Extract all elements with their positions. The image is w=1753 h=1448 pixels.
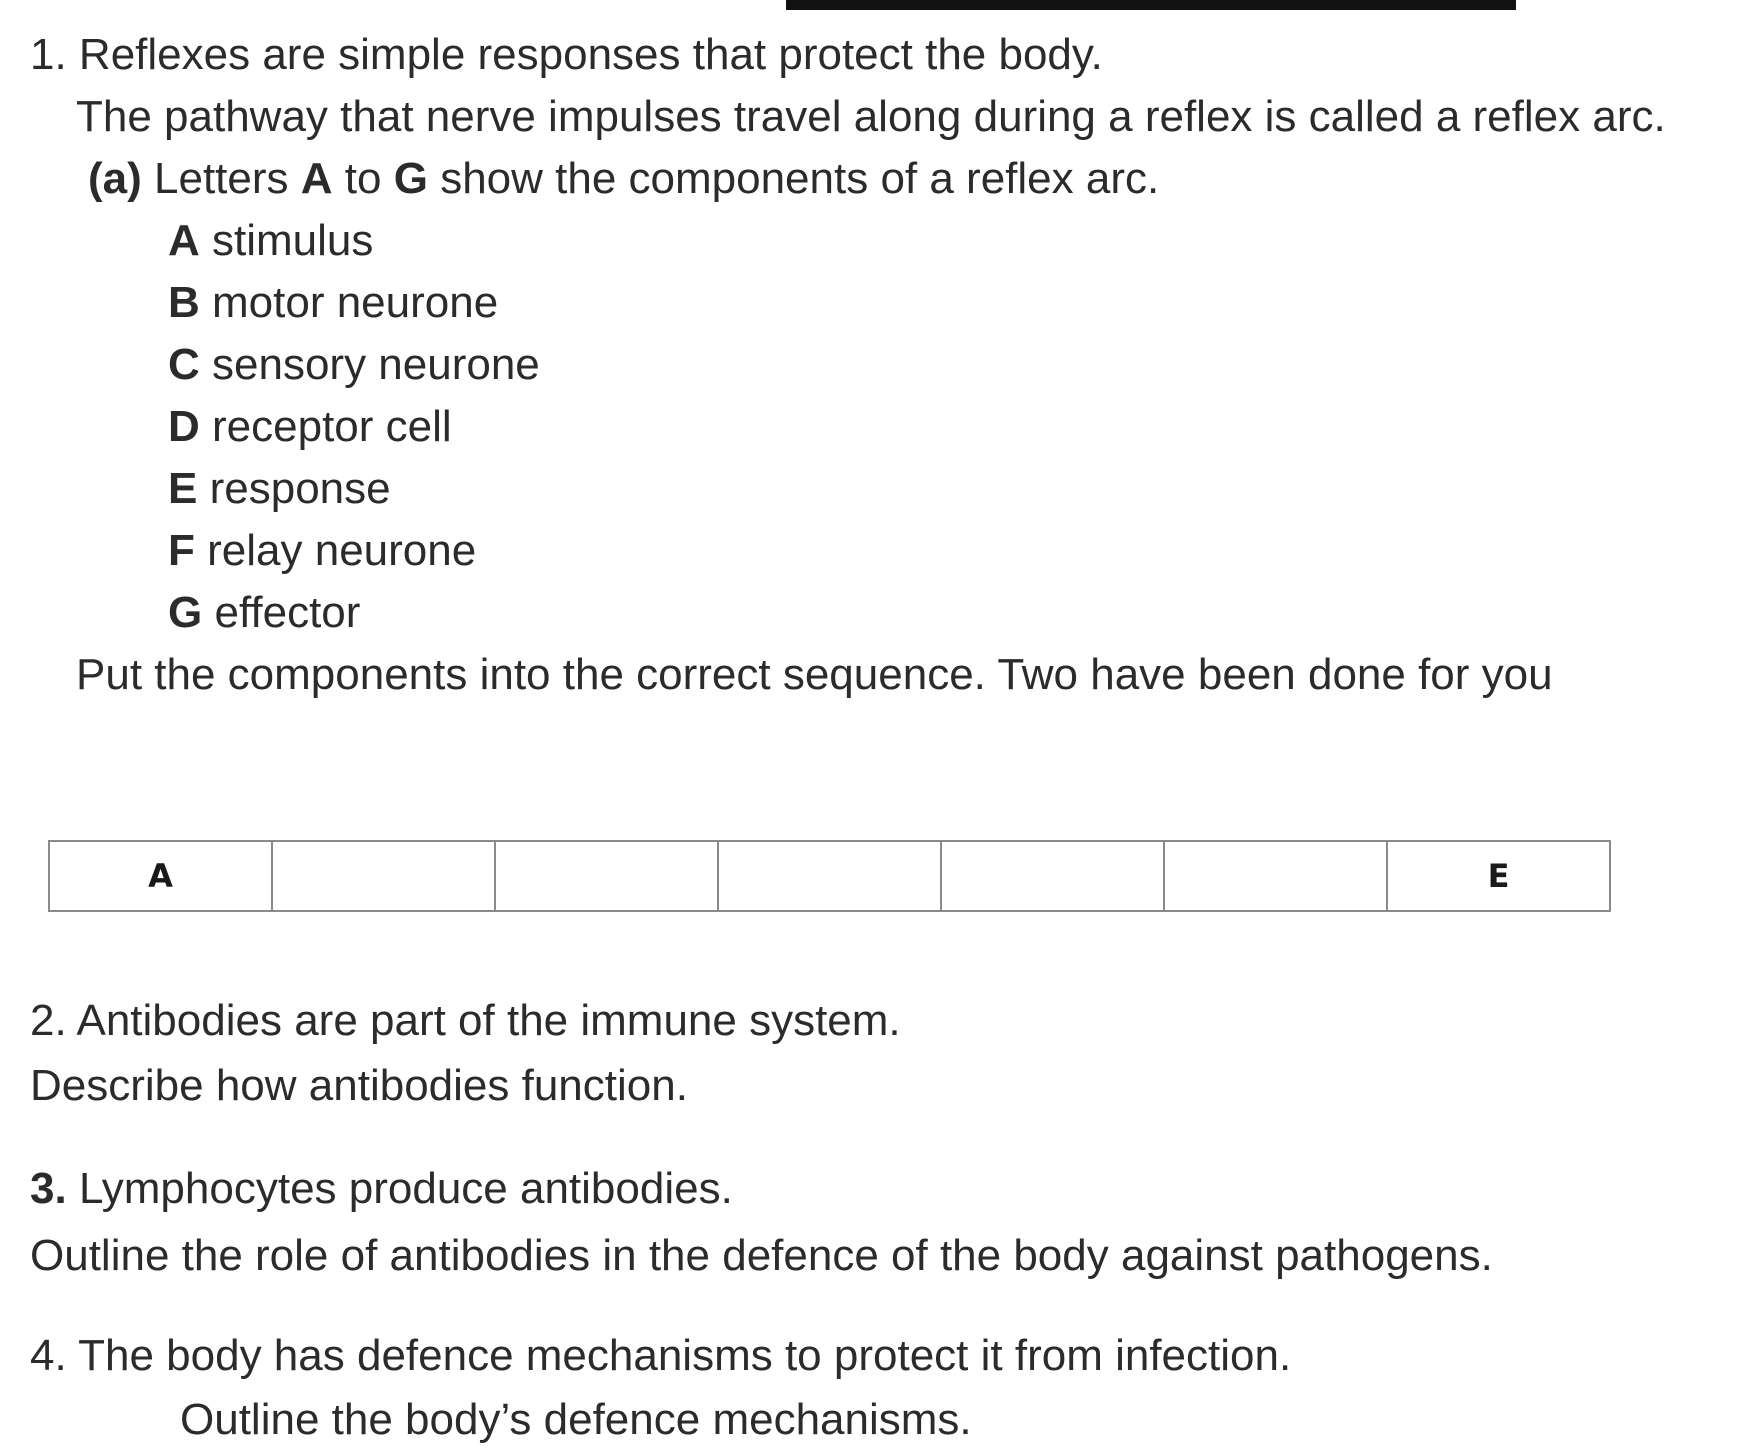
- component-name: motor neurone: [212, 278, 499, 327]
- component-d: [168, 399, 452, 455]
- component-name: sensory neurone: [212, 340, 540, 389]
- q1-pathway-text: The pathway that nerve impulses travel along during a reflex is called a reflex arc.: [76, 92, 1666, 141]
- sequence-cell-4[interactable]: [718, 841, 941, 911]
- component-c: [168, 337, 540, 393]
- component-letter: E: [168, 464, 198, 513]
- component-name: receptor cell: [212, 402, 452, 451]
- part-a-text-1: Letters: [154, 154, 289, 203]
- component-name: response: [209, 464, 391, 513]
- q3-number: 3.: [30, 1164, 67, 1213]
- q4-prompt: Outline the body’s defence mechanisms.: [180, 1395, 972, 1444]
- part-a-label: (a): [88, 154, 142, 203]
- component-e: [168, 461, 391, 517]
- part-a-text-2: to: [344, 154, 382, 203]
- q3-stem: Lymphocytes produce antibodies.: [78, 1164, 733, 1213]
- component-name: effector: [214, 588, 361, 637]
- component-name: stimulus: [212, 216, 374, 265]
- sequence-cell-2[interactable]: [272, 841, 495, 911]
- sequence-cell-6[interactable]: [1164, 841, 1387, 911]
- component-f: [168, 523, 476, 579]
- component-letter: C: [168, 340, 200, 389]
- part-a-text-3: show the components of a reflex arc.: [440, 154, 1160, 203]
- component-letter: G: [168, 588, 203, 637]
- component-letter: F: [168, 526, 195, 575]
- sequence-cell-3[interactable]: [495, 841, 718, 911]
- component-g: [168, 585, 360, 641]
- component-name: relay neurone: [207, 526, 477, 575]
- q2-prompt: Describe how antibodies function.: [30, 1061, 688, 1110]
- sequence-cell-5[interactable]: [941, 841, 1164, 911]
- q4-stem: 4. The body has defence mechanisms to protect it from infection.: [30, 1331, 1292, 1380]
- q1-part-a: [88, 151, 1159, 207]
- top-rule: [786, 0, 1516, 10]
- sequence-row: [49, 841, 1610, 911]
- component-letter: A: [168, 216, 200, 265]
- q1-stem: 1. Reflexes are simple responses that protect the body.: [30, 30, 1103, 79]
- q3-prompt: Outline the role of antibodies in the defence of the body against pathogens.: [30, 1231, 1493, 1280]
- component-b: [168, 275, 498, 331]
- q2-stem: 2. Antibodies are part of the immune system.: [30, 996, 901, 1045]
- part-a-letter-a: A: [300, 154, 333, 203]
- q1-instruction: Put the components into the correct sequence. Two have been done for you: [76, 650, 1553, 699]
- component-letter: B: [168, 278, 200, 327]
- sequence-cell-7: E: [1387, 841, 1610, 911]
- sequence-cell-1: A: [49, 841, 272, 911]
- q3-stem-line: [30, 1161, 733, 1217]
- sequence-table: [48, 840, 1611, 912]
- part-a-letter-g: G: [393, 154, 428, 203]
- component-a: [168, 213, 373, 269]
- component-letter: D: [168, 402, 200, 451]
